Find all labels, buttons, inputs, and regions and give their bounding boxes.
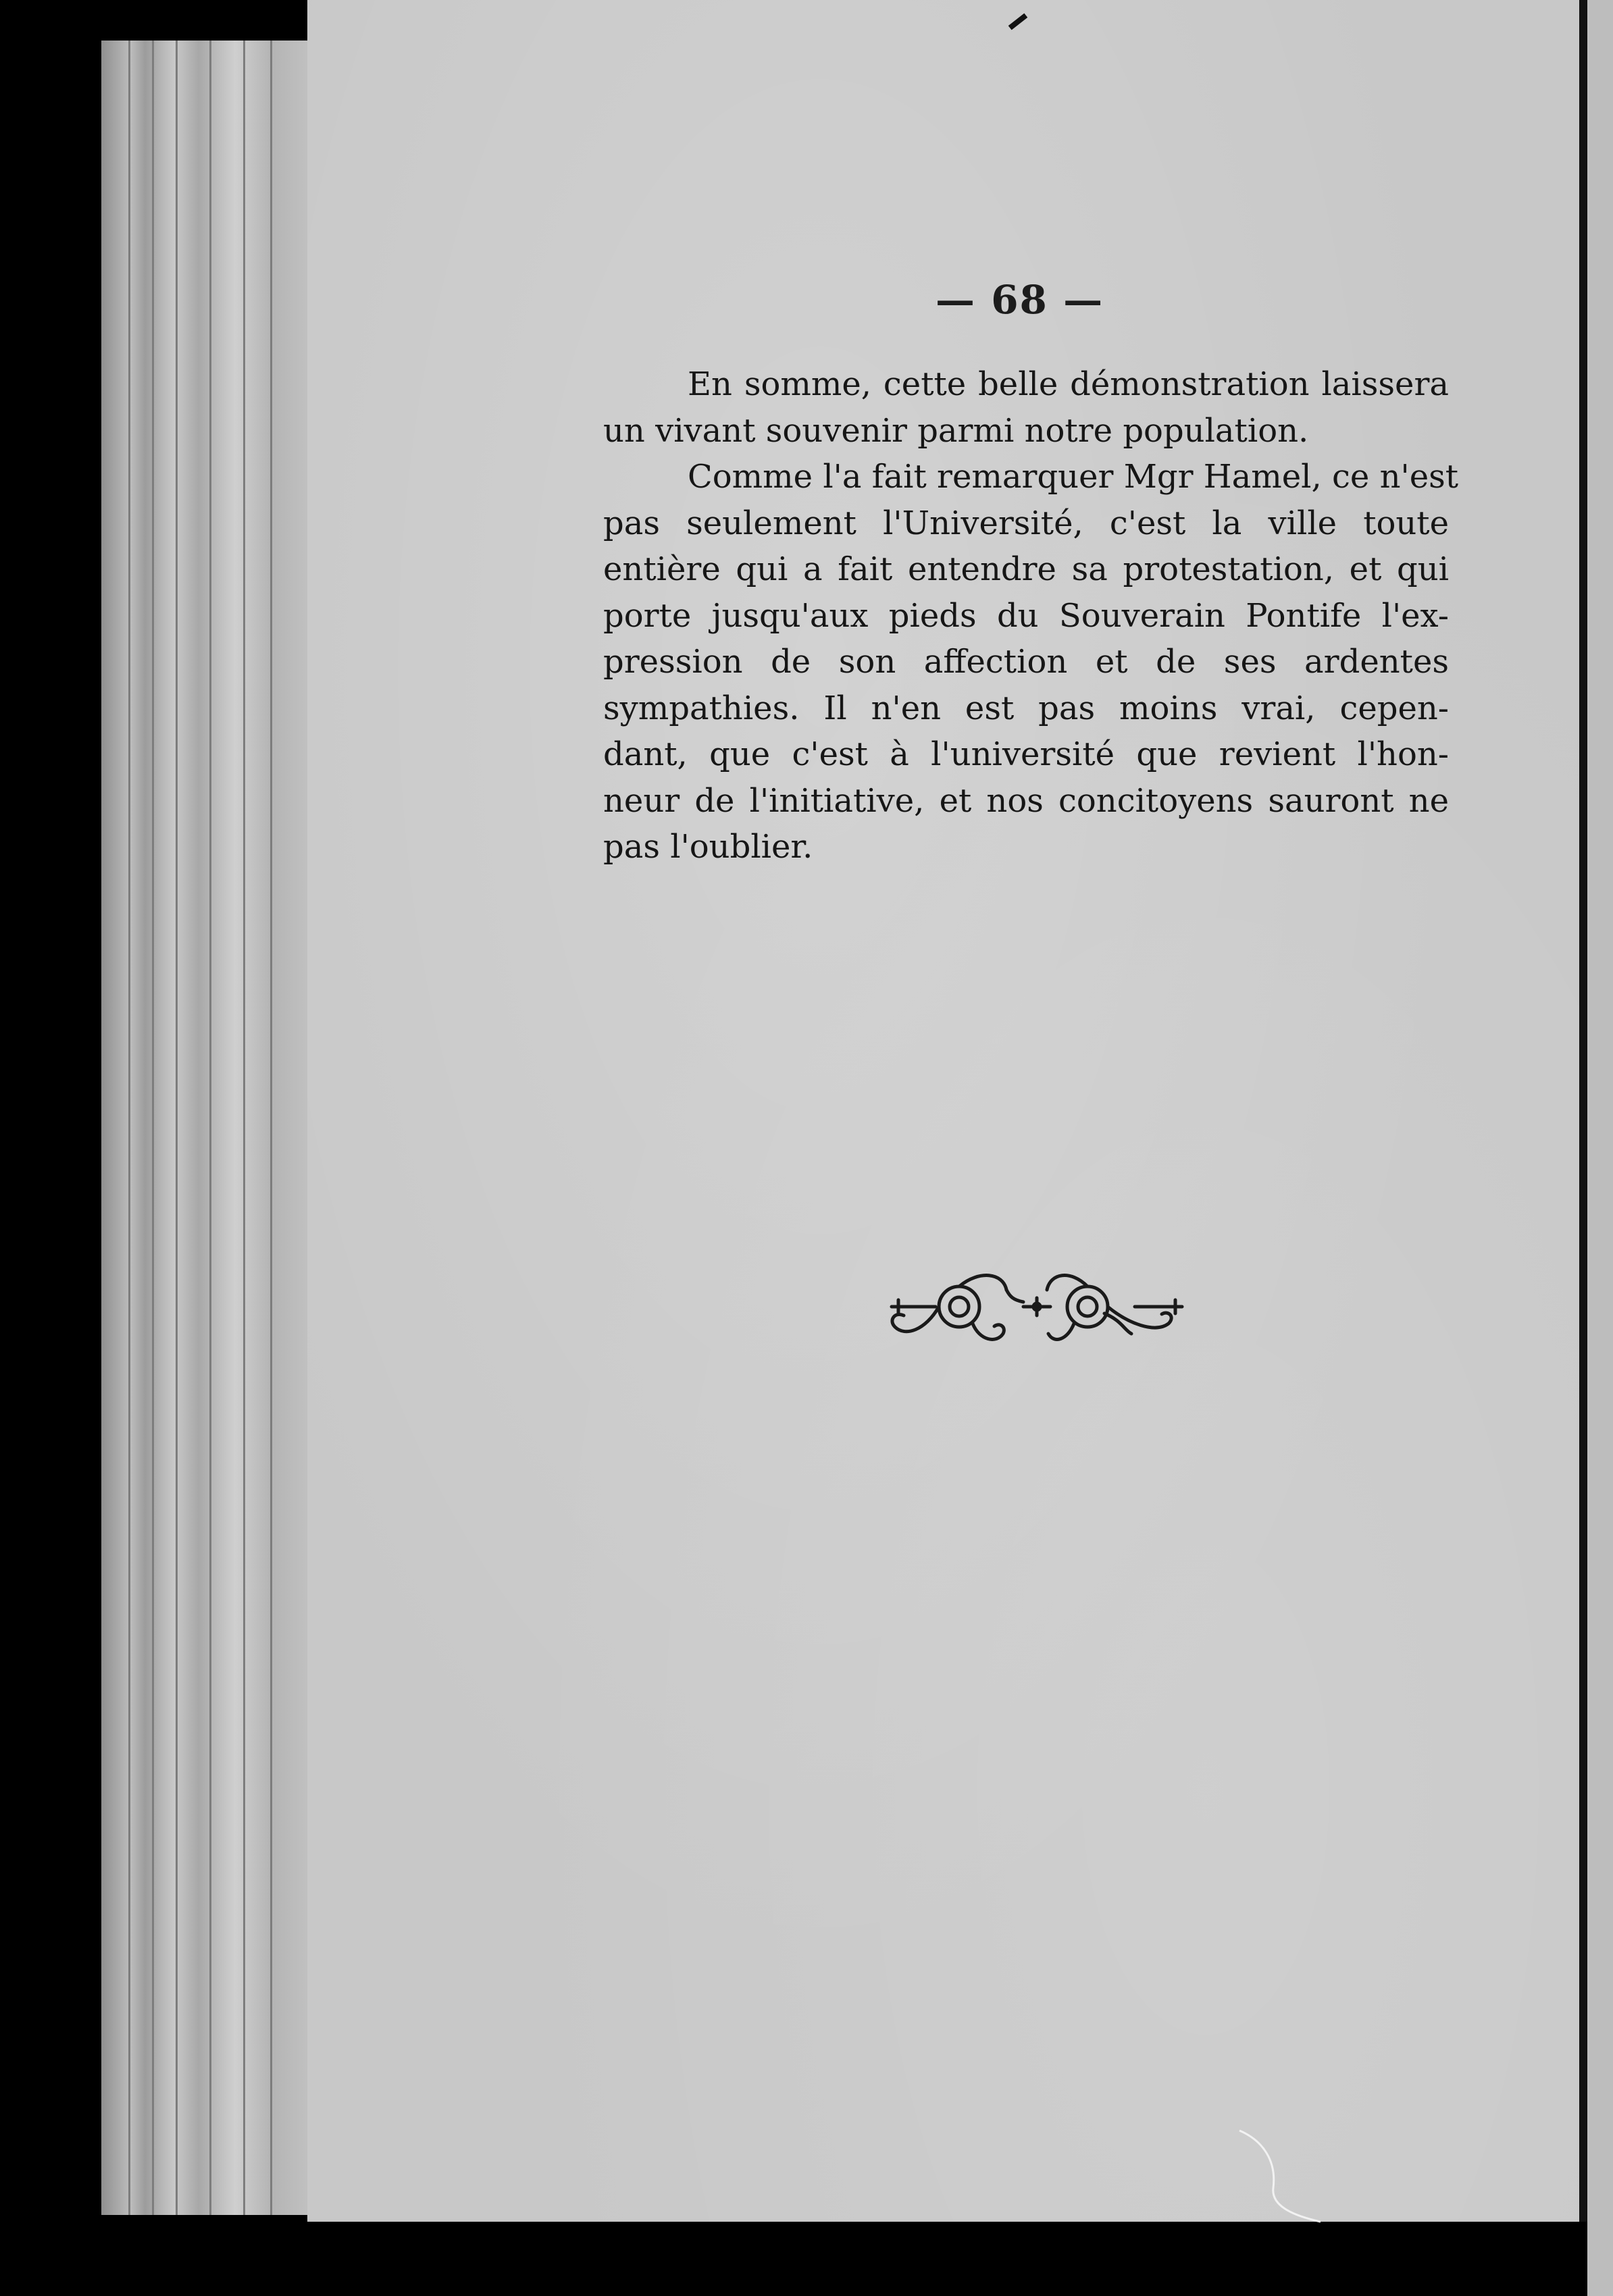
book-page: [307, 0, 1591, 2235]
page-edge-line: [243, 41, 245, 2215]
page-edge-line: [128, 41, 130, 2215]
text-line: neur de l'initiative, et nos concitoyens sauront ne: [603, 781, 1449, 820]
page-number: — 68 —: [936, 277, 1104, 323]
paper-curl-mark: [1236, 2127, 1324, 2228]
text-line: Comme l'a fait remarquer Mgr Hamel, ce n'est: [688, 458, 1459, 496]
page-edge-line: [152, 41, 154, 2215]
text-line: porte jusqu'aux pieds du Souverain Pontife l'ex-: [603, 596, 1449, 635]
text-line: pression de son affection et de ses ardentes: [603, 643, 1449, 681]
text-line: pas l'oublier.: [603, 828, 813, 866]
facing-page-edge: [1587, 0, 1613, 2296]
text-line: pas seulement l'Université, c'est la ville toute: [603, 504, 1449, 542]
text-line: entière qui a fait entendre sa protestation, et qui: [603, 550, 1449, 588]
page-edge-line: [270, 41, 272, 2215]
bottom-margin: [101, 2222, 1587, 2296]
text-line: En somme, cette belle démonstration laissera: [688, 365, 1449, 403]
text-line: dant, que c'est à l'université que revient l'hon-: [603, 735, 1449, 773]
page-border-rule: [1579, 0, 1587, 2242]
scroll-flourish-icon: [878, 1256, 1196, 1357]
body-text: [603, 361, 1459, 870]
page-edge-line: [176, 41, 178, 2215]
text-line: sympathies. Il n'en est pas moins vrai, cepen-: [603, 689, 1449, 727]
page-edge-line: [209, 41, 211, 2215]
text-line: un vivant souvenir parmi notre population.: [603, 411, 1309, 450]
